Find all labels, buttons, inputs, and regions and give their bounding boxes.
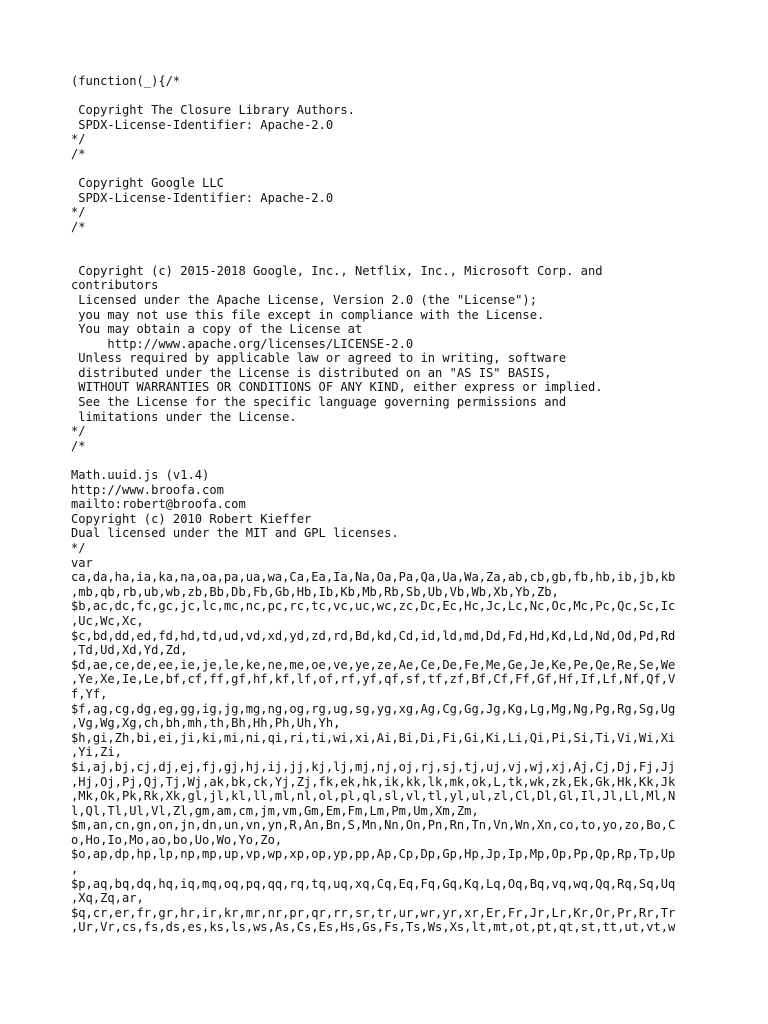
javascript-source-text: (function(_){/* Copyright The Closure Library Authors. SPDX-License-Identifier: Apache-2.0 */ /* Copyright Google LLC SPDX-License-Identifier: Apache-2.0 */ /* Copyright (c) 2015-2018 Google, Inc., Netflix, Inc., Microsoft Corp. and contributors Licensed under the Apache License, Version 2.0 (the "License"); you may not use this file except in compliance with the License. You may obtain a copy of the License at http://www.apache.org/licenses/LICENSE-2.0 Unless required by applicable law or agreed to in writing, software distributed under the License is distributed on an "AS IS" BASIS, WITHOUT WARRANTIES OR CONDITIONS OF ANY KIND, either express or implied. See the License for the specific language governing permissions and limitations under the License. */ /* Math.uuid.js (v1.4) http://www.broofa.com mailto:robert@broofa.com Copyright (c) 2010 Robert Kieffer Dual licensed under the MIT and GPL licenses. */ var ca,da,ha,ia,ka,na,oa,pa,ua,wa,Ca,Ea,Ia,Na,Oa,Pa,Qa,Ua,Wa,Za,ab,cb,gb,fb,hb,ib,jb,kb ,mb,qb,rb,ub,wb,zb,Bb,Db,Fb,Gb,Hb,Ib,Kb,Mb,Rb,Sb,Ub,Vb,Wb,Xb,Yb,Zb, $b,ac,dc,fc,gc,jc,lc,mc,nc,pc,rc,tc,vc,uc,wc,zc,Dc,Ec,Hc,Jc,Lc,Nc,Oc,Mc,Pc,Qc,Sc,Ic ,Uc,Wc,Xc, $c,bd,dd,ed,fd,hd,td,ud,vd,xd,yd,zd,rd,Bd,kd,Cd,id,ld,md,Dd,Fd,Hd,Kd,Ld,Nd,Od,Pd,Rd ,Td,Ud,Xd,Yd,Zd, $d,ae,ce,de,ee,ie,je,le,ke,ne,me,oe,ve,ye,ze,Ae,Ce,De,Fe,Me,Ge,Je,Ke,Pe,Qe,Re,Se,We ,Ye,Xe,Ie,Le,bf,cf,ff,gf,hf,kf,lf,of,rf,yf,qf,sf,tf,zf,Bf,Cf,Ff,Gf,Hf,If,Lf,Nf,Qf,V f,Yf, $f,ag,cg,dg,eg,gg,ig,jg,mg,ng,og,rg,ug,sg,yg,xg,Ag,Cg,Gg,Jg,Kg,Lg,Mg,Ng,Pg,Rg,Sg,Ug ,Vg,Wg,Xg,ch,bh,mh,th,Bh,Hh,Ph,Uh,Yh, $h,gi,Zh,bi,ei,ji,ki,mi,ni,qi,ri,ti,wi,xi,Ai,Bi,Di,Fi,Gi,Ki,Li,Qi,Pi,Si,Ti,Vi,Wi,Xi ,Yi,Zi, $i,aj,bj,cj,dj,ej,fj,gj,hj,ij,jj,kj,lj,mj,nj,oj,rj,sj,tj,uj,vj,wj,xj,Aj,Cj,Dj,Fj,Jj ,Hj,Oj,Pj,Qj,Tj,Wj,ak,bk,ck,Yj,Zj,fk,ek,hk,ik,kk,lk,mk,ok,L,tk,wk,zk,Ek,Gk,Hk,Kk,Jk ,Mk,Ok,Pk,Rk,Xk,gl,jl,kl,ll,ml,nl,ol,pl,ql,sl,vl,tl,yl,ul,zl,Cl,Dl,Gl,Il,Jl,Ll,Ml,N l,Ql,Tl,Ul,Vl,Zl,gm,am,cm,jm,vm,Gm,Em,Fm,Lm,Pm,Um,Xm,Zm, $m,an,cn,gn,on,jn,dn,un,vn,yn,R,An,Bn,S,Mn,Nn,On,Pn,Rn,Tn,Vn,Wn,Xn,co,to,yo,zo,Bo,C o,Ho,Io,Mo,ao,bo,Uo,Wo,Yo,Zo, $o,ap,dp,hp,lp,np,mp,up,vp,wp,xp,op,yp,pp,Ap,Cp,Dp,Gp,Hp,Jp,Ip,Mp,Op,Pp,Qp,Rp,Tp,Up , $p,aq,bq,dq,hq,iq,mq,oq,pq,qq,rq,tq,uq,xq,Cq,Eq,Fq,Gq,Kq,Lq,Oq,Bq,vq,wq,Qq,Rq,Sq,Uq ,Xq,Zq,ar, $q,cr,er,fr,gr,hr,ir,kr,mr,nr,pr,qr,rr,sr,tr,ur,wr,yr,xr,Er,Fr,Jr,Lr,Kr,Or,Pr,Rr,Tr ,Ur,Vr,cs,fs,ds,es,ks,ls,ws,As,Cs,Es,Hs,Gs,Fs,Ts,Ws,Xs,lt,mt,ot,pt,qt,st,tt,ut,vt,w <box>71 74 676 935</box>
